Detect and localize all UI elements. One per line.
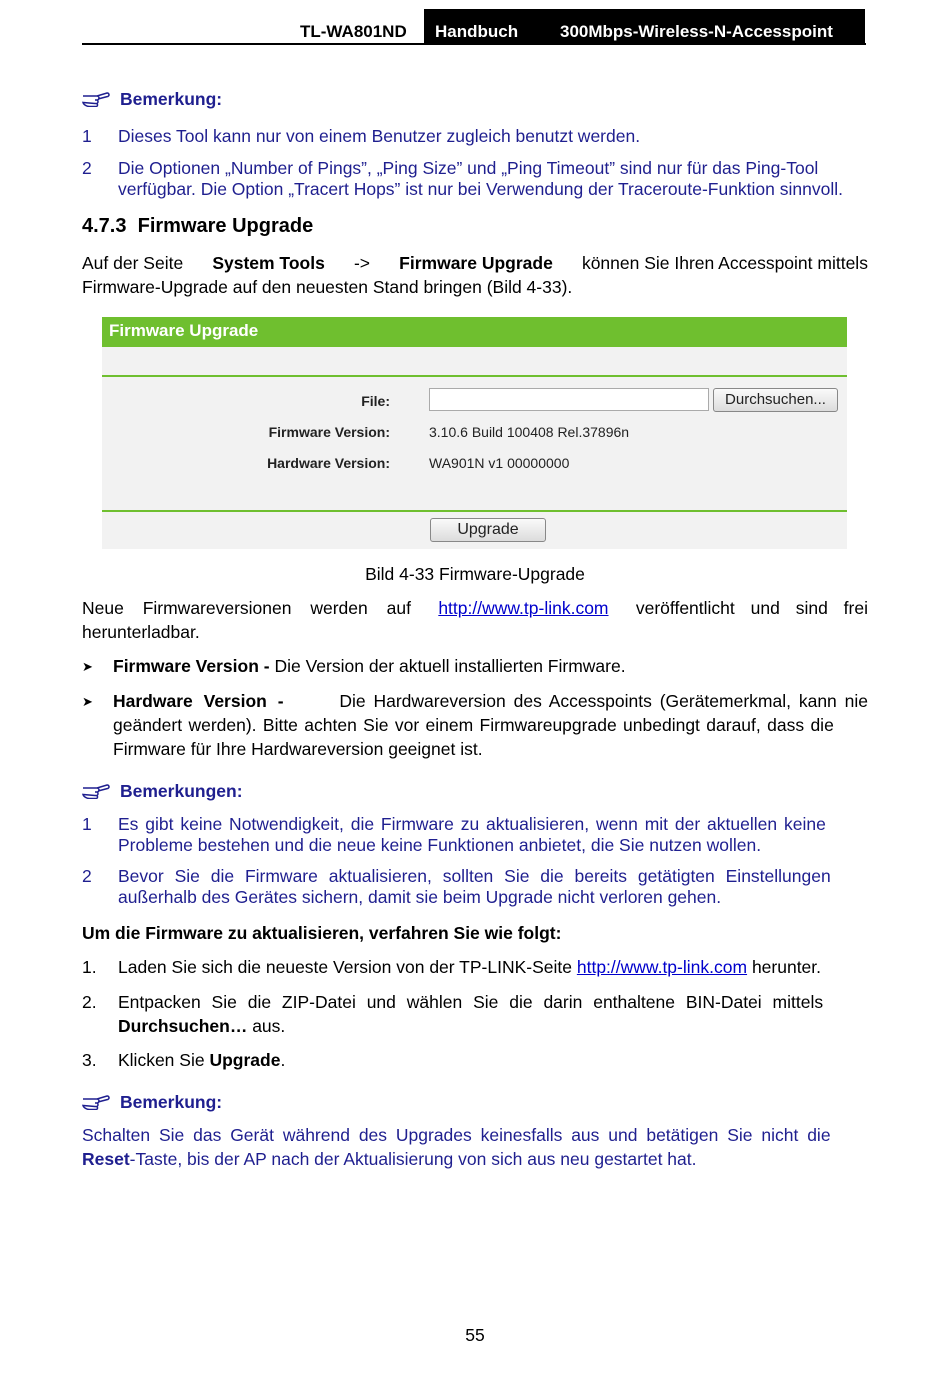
steps-heading: Um die Firmware zu aktualisieren, verfahren Sie wie folgt: (82, 923, 562, 943)
step1-suffix: herunter. (751, 957, 822, 977)
release-line1 (82, 598, 868, 619)
page-number: 55 (465, 1325, 485, 1345)
step2-suffix: aus. (252, 1016, 286, 1036)
release-prefix: Neue Firmwareversionen werden auf (82, 598, 411, 618)
step1-num: 1. (82, 957, 97, 977)
browse-button[interactable]: Durchsuchen... (713, 388, 838, 412)
file-input[interactable] (429, 388, 709, 411)
panel-bottom-rule (102, 510, 847, 512)
note2-item1-num: 1 (82, 814, 92, 834)
note1-item2-line1: Die Optionen „Number of Pings”, „Ping Size” und „Ping Timeout” sind nur für das Ping-Tool (118, 158, 819, 178)
bullet-marker: ➤ (82, 659, 93, 674)
upgrade-button[interactable]: Upgrade (430, 518, 546, 542)
note2-item2-line1: Bevor Sie die Firmware aktualisieren, sollten Sie die bereits getätigten Einstellungen (118, 866, 831, 886)
pointing-hand-icon (82, 783, 110, 799)
note1-item1-num: 1 (82, 126, 92, 146)
section-number: 4.7.3 (82, 215, 127, 237)
bullet2-line2: geändert werden). Bitte achten Sie vor einem Firmwareupgrade unbedingt darauf, dass die (113, 715, 834, 735)
section-heading (82, 215, 313, 238)
header-rule (82, 43, 866, 45)
note1-item2-num: 2 (82, 158, 92, 178)
tp-link-url-link[interactable]: http://www.tp-link.com (438, 598, 609, 618)
bullet-hardware-version-line1 (113, 691, 868, 712)
release-line2: herunterladbar. (82, 622, 200, 642)
step3-num: 3. (82, 1050, 97, 1070)
note2-heading (82, 781, 243, 802)
step1-tp-link-url-link[interactable]: http://www.tp-link.com (576, 957, 748, 977)
bullet2-term: Hardware Version - (113, 691, 284, 711)
note3-reset: Reset (82, 1149, 130, 1169)
note3-line2-suffix: -Taste, bis der AP nach der Aktualisierung von sich aus neu gestartet hat. (129, 1149, 697, 1169)
note1-item1-text: Dieses Tool kann nur von einem Benutzer zugleich benutzt werden. (118, 126, 641, 146)
section-title: Firmware Upgrade (137, 215, 314, 237)
panel-top-rule (102, 375, 847, 377)
bullet2-line3: Firmware für Ihre Hardwareversion geeignet ist. (113, 739, 483, 759)
panel-title: Firmware Upgrade (109, 321, 259, 340)
header-product: 300Mbps-Wireless-N-Accesspoint (560, 22, 833, 41)
note2-item2-num: 2 (82, 866, 92, 886)
firmware-version-value: 3.10.6 Build 100408 Rel.37896n (429, 424, 630, 440)
header-manual: Handbuch (435, 22, 519, 41)
step2-durchsuchen: Durchsuchen… (118, 1016, 248, 1036)
note1-heading-text: Bemerkung: (120, 89, 223, 109)
bullet-marker: ➤ (82, 694, 93, 709)
note2-item2-line2: außerhalb des Gerätes sichern, damit sie beim Upgrade nicht verloren gehen. (118, 887, 722, 907)
pointing-hand-icon (82, 1094, 110, 1110)
intro-suffix: können Sie Ihren Accesspoint mittels (581, 253, 868, 273)
hardware-version-label: Hardware Version: (267, 455, 390, 471)
step3-prefix: Klicken Sie (118, 1050, 205, 1070)
step1-text (118, 957, 821, 978)
pointing-hand-icon (82, 91, 110, 107)
bullet-firmware-version (113, 656, 626, 677)
step2-line2 (118, 1016, 285, 1037)
panel-header (102, 317, 847, 347)
section-intro-line1 (82, 253, 868, 274)
note2-item1-line2: Probleme bestehen und die neue keine Funktionen anbietet, die Sie nutzen wollen. (118, 835, 762, 855)
bullet1-term: Firmware Version - (113, 656, 270, 676)
step3-text (118, 1050, 285, 1071)
intro-arrow: -> (353, 253, 371, 273)
note1-item2-line2: verfügbar. Die Option „Tracert Hops” ist nur bei Verwendung der Traceroute-Funktion sinnvoll. (118, 179, 843, 199)
note1-heading (82, 89, 222, 110)
step2-line1: Entpacken Sie die ZIP-Datei und wählen Sie die darin enthaltene BIN-Datei mittels (118, 992, 824, 1012)
step3-upgrade: Upgrade (209, 1050, 281, 1070)
note2-heading-text: Bemerkungen: (120, 781, 243, 801)
firmware-upgrade-panel (102, 317, 847, 549)
note3-heading-text: Bemerkung: (120, 1092, 223, 1112)
file-label: File: (361, 393, 390, 409)
intro-firmware-upgrade: Firmware Upgrade (399, 253, 553, 273)
bullet1-text: Die Version der aktuell installierten Firmware. (274, 656, 626, 676)
bullet2-line1: Die Hardwareversion des Accesspoints (Gerätemerkmal, kann nie (339, 691, 868, 711)
release-suffix: veröffentlicht und sind frei (635, 598, 868, 618)
note3-line2 (82, 1149, 697, 1170)
note3-line1: Schalten Sie das Gerät während des Upgrades keinesfalls aus und betätigen Sie nicht die (82, 1125, 831, 1145)
note2-item1-line1: Es gibt keine Notwendigkeit, die Firmware zu aktualisieren, wenn mit der aktuellen keine (118, 814, 826, 834)
note3-heading (82, 1092, 222, 1113)
hardware-version-value: WA901N v1 00000000 (429, 455, 570, 471)
intro-system-tools: System Tools (212, 253, 325, 273)
step3-suffix: . (280, 1050, 286, 1070)
intro-prefix: Auf der Seite (82, 253, 184, 273)
step1-prefix: Laden Sie sich die neueste Version von der TP-LINK-Seite (118, 957, 572, 977)
section-intro-line2: Firmware-Upgrade auf den neuesten Stand bringen (Bild 4-33). (82, 277, 573, 297)
step2-num: 2. (82, 992, 97, 1012)
firmware-version-label: Firmware Version: (268, 424, 390, 440)
figure-caption: Bild 4-33 Firmware-Upgrade (365, 564, 585, 584)
header-model: TL-WA801ND (300, 22, 407, 41)
